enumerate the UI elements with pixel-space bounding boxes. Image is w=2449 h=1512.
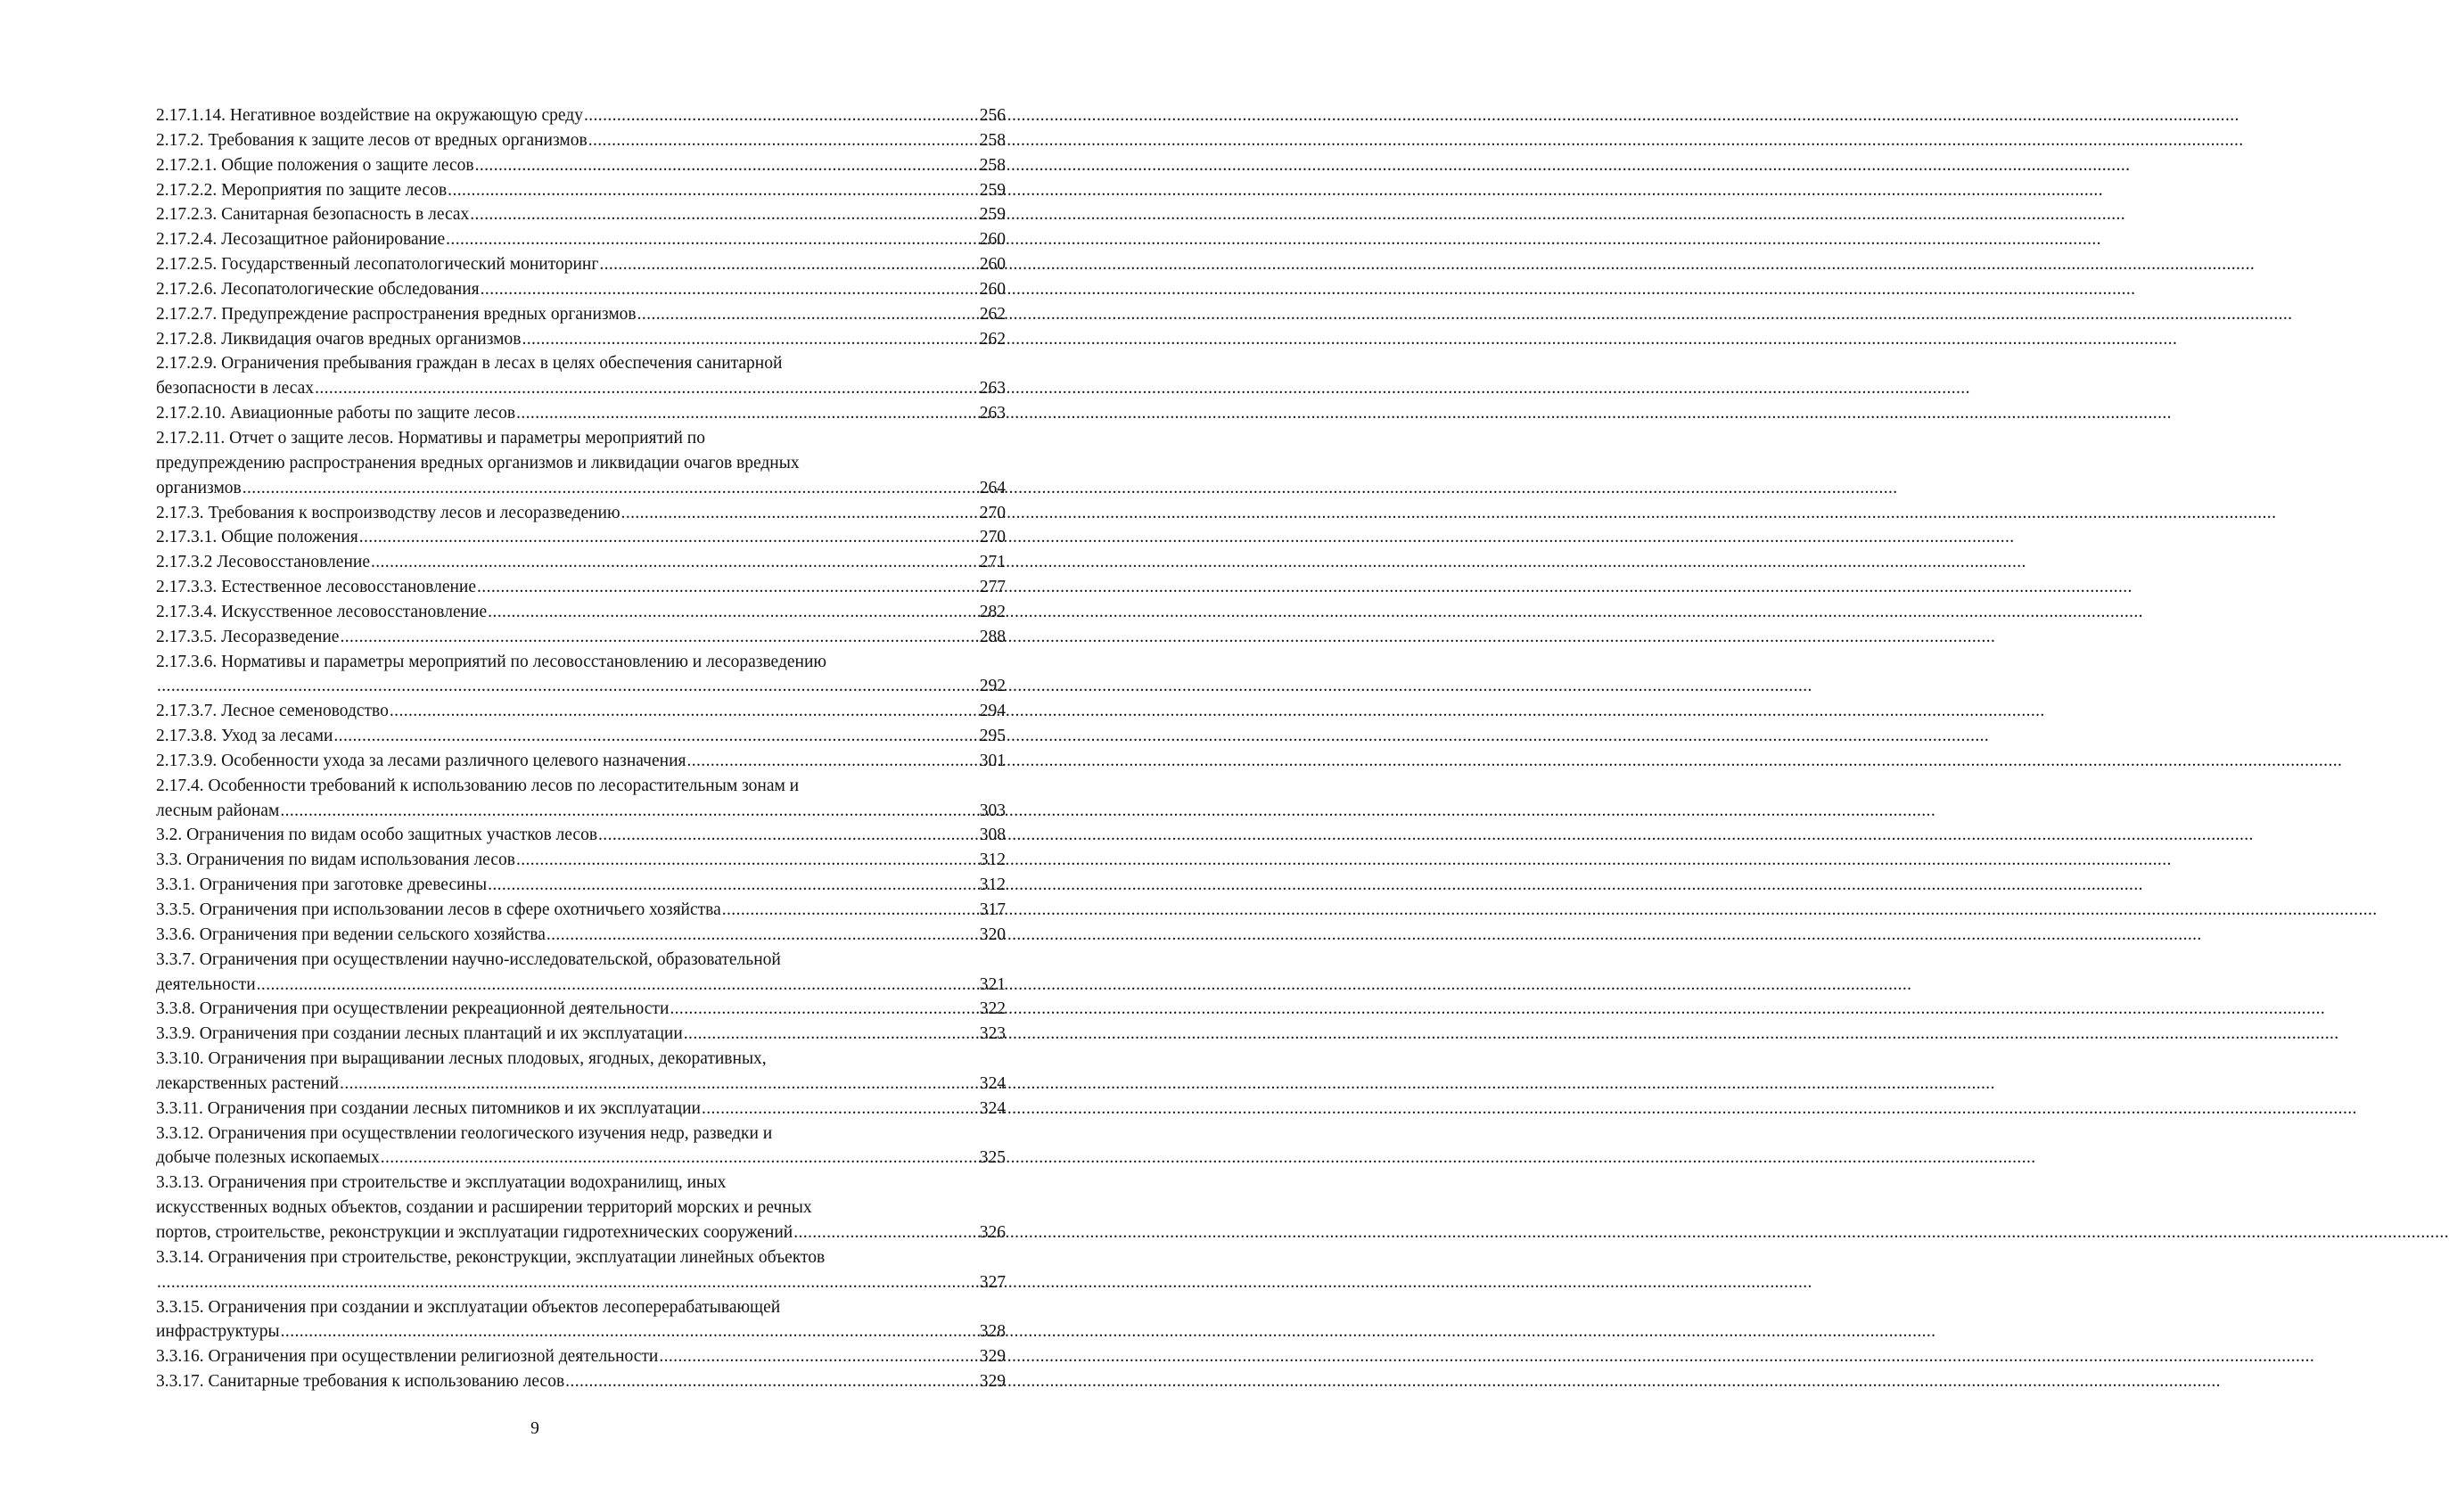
toc-entry[interactable]: [156, 501, 1006, 526]
toc-entry-title: портов, строительстве, реконструкции и эксплуатации гидротехнических сооружений: [156, 1222, 793, 1242]
toc-entry-page: 270: [979, 503, 1006, 522]
toc-entry-page: 277: [979, 578, 1006, 597]
page-number: 9: [530, 1419, 539, 1438]
toc-entry-title-line: 2.17.4. Особенности требований к использованию лесов по лесорастительным зонам и: [156, 776, 800, 795]
dot-leader: [684, 1022, 979, 1047]
dot-leader: [157, 674, 979, 699]
dot-leader: [722, 898, 979, 923]
toc-entry[interactable]: [156, 1072, 1006, 1097]
toc-entry[interactable]: [156, 525, 1006, 550]
dot-leader: [475, 153, 979, 178]
toc-entry-page: 256: [979, 106, 1006, 125]
toc-entry[interactable]: [156, 600, 1006, 625]
dot-leader: [670, 997, 978, 1022]
toc-entry-title: 2.17.3.8. Уход за лесами: [156, 727, 333, 746]
toc-entry-title: 2.17.3.9. Особенности ухода за лесами различного целевого назначения: [156, 751, 686, 770]
dot-leader: [381, 1146, 979, 1171]
toc-entry-title-line: 2.17.2.9. Ограничения пребывания граждан в лесах в целях обеспечения санитарной: [156, 354, 783, 374]
toc-entry[interactable]: [156, 923, 1006, 948]
toc-entry-page: 260: [979, 279, 1006, 299]
toc-entry-title: 3.3.6. Ограничения при ведении сельского хозяйства: [156, 924, 546, 944]
toc-entry-page: 303: [979, 801, 1006, 820]
toc-entry-title: 2.17.2.7. Предупреждение распространения вредных организмов: [156, 304, 637, 324]
toc-entry[interactable]: [156, 202, 1006, 227]
toc-entry-title-line: 3.3.13. Ограничения при строительстве и эксплуатации водохранилищ, иных: [156, 1173, 727, 1193]
toc-entry-title: 2.17.2.3. Санитарная безопасность в лесах: [156, 205, 470, 225]
toc-entry-page: 292: [979, 677, 1006, 696]
toc-entry-page: 262: [979, 329, 1006, 349]
dot-leader: [686, 749, 978, 774]
toc-entry-title: 3.3.16. Ограничения при осуществлении религиозной деятельности: [156, 1347, 659, 1367]
toc-entry-title: 3.3.17. Санитарные требования к использованию лесов: [156, 1372, 565, 1392]
toc-entry[interactable]: [156, 1097, 1006, 1122]
dot-leader: [280, 799, 978, 824]
toc-entry-title-line: 2.17.2.11. Отчет о защите лесов. Нормативы и параметры мероприятий по: [156, 428, 705, 448]
dot-leader: [371, 550, 979, 575]
toc-entry-title: организмов: [156, 478, 242, 497]
toc-entry-title-line: 2.17.3.6. Нормативы и параметры мероприятий по лесовосстановлению и лесоразведению: [156, 652, 826, 671]
toc-entry[interactable]: [156, 476, 1006, 501]
dot-leader: [588, 128, 979, 153]
toc-entry-title: 2.17.3.5. Лесоразведение: [156, 627, 340, 646]
toc-entry[interactable]: [156, 1344, 1006, 1369]
toc-entry-page: 262: [979, 304, 1006, 324]
toc-entry[interactable]: [156, 724, 1006, 749]
toc-entry[interactable]: [156, 625, 1006, 650]
toc-entry-title: 2.17.2.6. Лесопатологические обследования: [156, 279, 480, 299]
dot-leader: [340, 625, 978, 650]
toc-entry[interactable]: [156, 575, 1006, 600]
toc-entry-title: 2.17.3.4. Искусственное лесовосстановление: [156, 602, 488, 621]
toc-entry[interactable]: [156, 1319, 1006, 1344]
toc-entry-page: 263: [979, 404, 1006, 423]
toc-entry-page: 329: [979, 1372, 1006, 1392]
toc-entry[interactable]: [156, 823, 1006, 848]
toc-entry-title-line: 3.3.7. Ограничения при осуществлении научно-исследовательской, образовательной: [156, 949, 781, 969]
dot-leader: [621, 501, 979, 526]
toc-entry-page: 326: [979, 1222, 1006, 1242]
dot-leader: [477, 575, 979, 600]
toc-entry-title: лесным районам: [156, 801, 280, 820]
toc-entry[interactable]: [156, 848, 1006, 873]
toc-entry-title: инфраструктуры: [156, 1322, 280, 1342]
dot-leader: [488, 600, 979, 625]
toc-entry[interactable]: [156, 103, 1006, 128]
toc-entry-title: 3.3. Ограничения по видам использования лесов: [156, 850, 515, 870]
toc-entry-page: 270: [979, 528, 1006, 547]
dot-leader: [333, 724, 978, 749]
toc-entry-page: 317: [979, 900, 1006, 919]
dot-leader: [547, 923, 979, 948]
dot-leader: [584, 103, 979, 128]
toc-entry[interactable]: [156, 327, 1006, 352]
toc-entry[interactable]: [156, 128, 1006, 153]
toc-entry-title: 3.2. Ограничения по видам особо защитных участков лесов: [156, 826, 598, 845]
toc-entry-title-line: 3.3.15. Ограничения при создании и эксплуатации объектов лесоперерабатывающей: [156, 1297, 781, 1317]
toc-entry[interactable]: [156, 1022, 1006, 1047]
toc-entry-page: 324: [979, 1098, 1006, 1118]
toc-entry-page: 320: [979, 924, 1006, 944]
toc-entry[interactable]: [156, 550, 1006, 575]
toc-entry-title: 2.17.3.2 Лесовосстановление: [156, 553, 370, 572]
toc-entry[interactable]: [156, 252, 1006, 277]
toc-entry-page: 321: [979, 974, 1006, 994]
toc-entry-page: 322: [979, 999, 1006, 1019]
toc-entry-title: 2.17.2.2. Мероприятия по защите лесов: [156, 180, 448, 200]
toc-entry-title: 2.17.3. Требования к воспроизводству лесов и лесоразведению: [156, 503, 620, 522]
dot-leader: [522, 327, 978, 352]
dot-leader: [470, 202, 978, 227]
toc-entry-page: 301: [979, 751, 1006, 770]
dot-leader: [659, 1344, 978, 1369]
toc-entry-page: 327: [979, 1272, 1006, 1292]
toc-entry-title: безопасности в лесах: [156, 379, 315, 399]
dot-leader: [598, 823, 979, 848]
toc-entry-page: 259: [979, 205, 1006, 225]
toc-entry-page: 258: [979, 130, 1006, 150]
toc-entry-page: 324: [979, 1073, 1006, 1093]
dot-leader: [516, 848, 979, 873]
dot-leader: [702, 1097, 979, 1122]
toc-entry-page: 295: [979, 727, 1006, 746]
dot-leader: [481, 277, 979, 302]
toc-entry-title: 3.3.11. Ограничения при создании лесных питомников и их эксплуатации: [156, 1098, 701, 1118]
dot-leader: [359, 525, 979, 550]
toc-entry-page: 260: [979, 230, 1006, 250]
toc-entry-title: 2.17.3.1. Общие положения: [156, 528, 358, 547]
toc-entry[interactable]: [156, 1220, 1006, 1245]
toc-entry-title: 2.17.3.3. Естественное лесовосстановление: [156, 578, 477, 597]
toc-entry-title: 2.17.2.5. Государственный лесопатологический мониторинг: [156, 255, 599, 275]
dot-leader: [242, 476, 979, 501]
dot-leader: [516, 401, 979, 426]
toc-entry-page: 308: [979, 826, 1006, 845]
toc-entry[interactable]: [156, 1270, 1006, 1295]
toc-entry[interactable]: [156, 873, 1006, 898]
toc-entry-title: 2.17.2.1. Общие положения о защите лесов: [156, 155, 474, 175]
dot-leader: [340, 1072, 979, 1097]
toc-entry-page: 271: [979, 553, 1006, 572]
toc-entry-page: 258: [979, 155, 1006, 175]
toc-entry-page: 282: [979, 602, 1006, 621]
toc-entry-title-line: предупреждению распространения вредных организмов и ликвидации очагов вредных: [156, 453, 800, 472]
toc-entry[interactable]: [156, 674, 1006, 699]
table-of-contents: [156, 103, 1006, 1394]
toc-entry-page: 259: [979, 180, 1006, 200]
toc-entry-title: 2.17.2.10. Авиационные работы по защите лесов: [156, 404, 516, 423]
toc-entry-page: 260: [979, 255, 1006, 275]
toc-entry[interactable]: [156, 1369, 1006, 1394]
dot-leader: [488, 873, 979, 898]
toc-entry[interactable]: [156, 153, 1006, 178]
toc-entry[interactable]: [156, 997, 1006, 1022]
toc-entry-title-line: искусственных водных объектов, создании и расширении территорий морских и речных: [156, 1198, 812, 1218]
toc-entry-title: 3.3.9. Ограничения при создании лесных плантаций и их эксплуатации: [156, 1024, 683, 1044]
dot-leader: [281, 1319, 979, 1344]
toc-entry[interactable]: [156, 302, 1006, 327]
toc-entry[interactable]: [156, 1146, 1006, 1171]
toc-entry-title: 2.17.1.14. Негативное воздействие на окружающую среду: [156, 106, 583, 125]
toc-entry[interactable]: [156, 227, 1006, 252]
dot-leader: [257, 973, 979, 998]
toc-entry-page: 323: [979, 1024, 1006, 1044]
dot-leader: [599, 252, 978, 277]
toc-entry-page: 325: [979, 1148, 1006, 1168]
toc-entry-title: добыче полезных ископаемых: [156, 1148, 380, 1168]
dot-leader: [390, 699, 979, 724]
toc-entry-title: 2.17.2.4. Лесозащитное районирование: [156, 230, 446, 250]
toc-entry-title: лекарственных растений: [156, 1073, 340, 1093]
dot-leader: [793, 1220, 979, 1245]
toc-entry-title: 2.17.3.7. Лесное семеноводство: [156, 702, 389, 721]
toc-entry-page: 328: [979, 1322, 1006, 1342]
toc-entry-page: 312: [979, 850, 1006, 870]
toc-entry-page: 294: [979, 702, 1006, 721]
toc-entry[interactable]: [156, 376, 1006, 401]
toc-entry[interactable]: [156, 973, 1006, 998]
dot-leader: [448, 178, 979, 203]
toc-entry-page: 288: [979, 627, 1006, 646]
toc-entry-page: 312: [979, 875, 1006, 895]
dot-leader: [446, 227, 979, 252]
toc-entry-title-line: 3.3.12. Ограничения при осуществлении геологического изучения недр, разведки и: [156, 1123, 773, 1143]
toc-entry[interactable]: [156, 277, 1006, 302]
toc-entry[interactable]: [156, 799, 1006, 824]
toc-entry[interactable]: [156, 699, 1006, 724]
toc-entry-page: 264: [979, 478, 1006, 497]
toc-entry-title: 3.3.5. Ограничения при использовании лесов в сфере охотничьего хозяйства: [156, 900, 721, 919]
dot-leader: [565, 1369, 979, 1394]
toc-entry-title: 3.3.1. Ограничения при заготовке древесины: [156, 875, 488, 895]
dot-leader: [637, 302, 979, 327]
toc-entry-title: деятельности: [156, 974, 256, 994]
toc-entry-title: 2.17.2. Требования к защите лесов от вредных организмов: [156, 130, 588, 150]
toc-entry-page: 329: [979, 1347, 1006, 1367]
toc-entry[interactable]: [156, 898, 1006, 923]
toc-entry-title-line: 3.3.10. Ограничения при выращивании лесных плодовых, ягодных, декоративных,: [156, 1049, 767, 1069]
toc-entry-title-line: 3.3.14. Ограничения при строительстве, реконструкции, эксплуатации линейных объектов: [156, 1247, 826, 1267]
dot-leader: [315, 376, 979, 401]
toc-entry-title: 3.3.8. Ограничения при осуществлении рекреационной деятельности: [156, 999, 670, 1019]
toc-entry-title: 2.17.2.8. Ликвидация очагов вредных организмов: [156, 329, 522, 349]
toc-entry[interactable]: [156, 178, 1006, 203]
toc-entry-page: 263: [979, 379, 1006, 399]
dot-leader: [157, 1270, 979, 1295]
toc-entry[interactable]: [156, 401, 1006, 426]
toc-entry[interactable]: [156, 749, 1006, 774]
